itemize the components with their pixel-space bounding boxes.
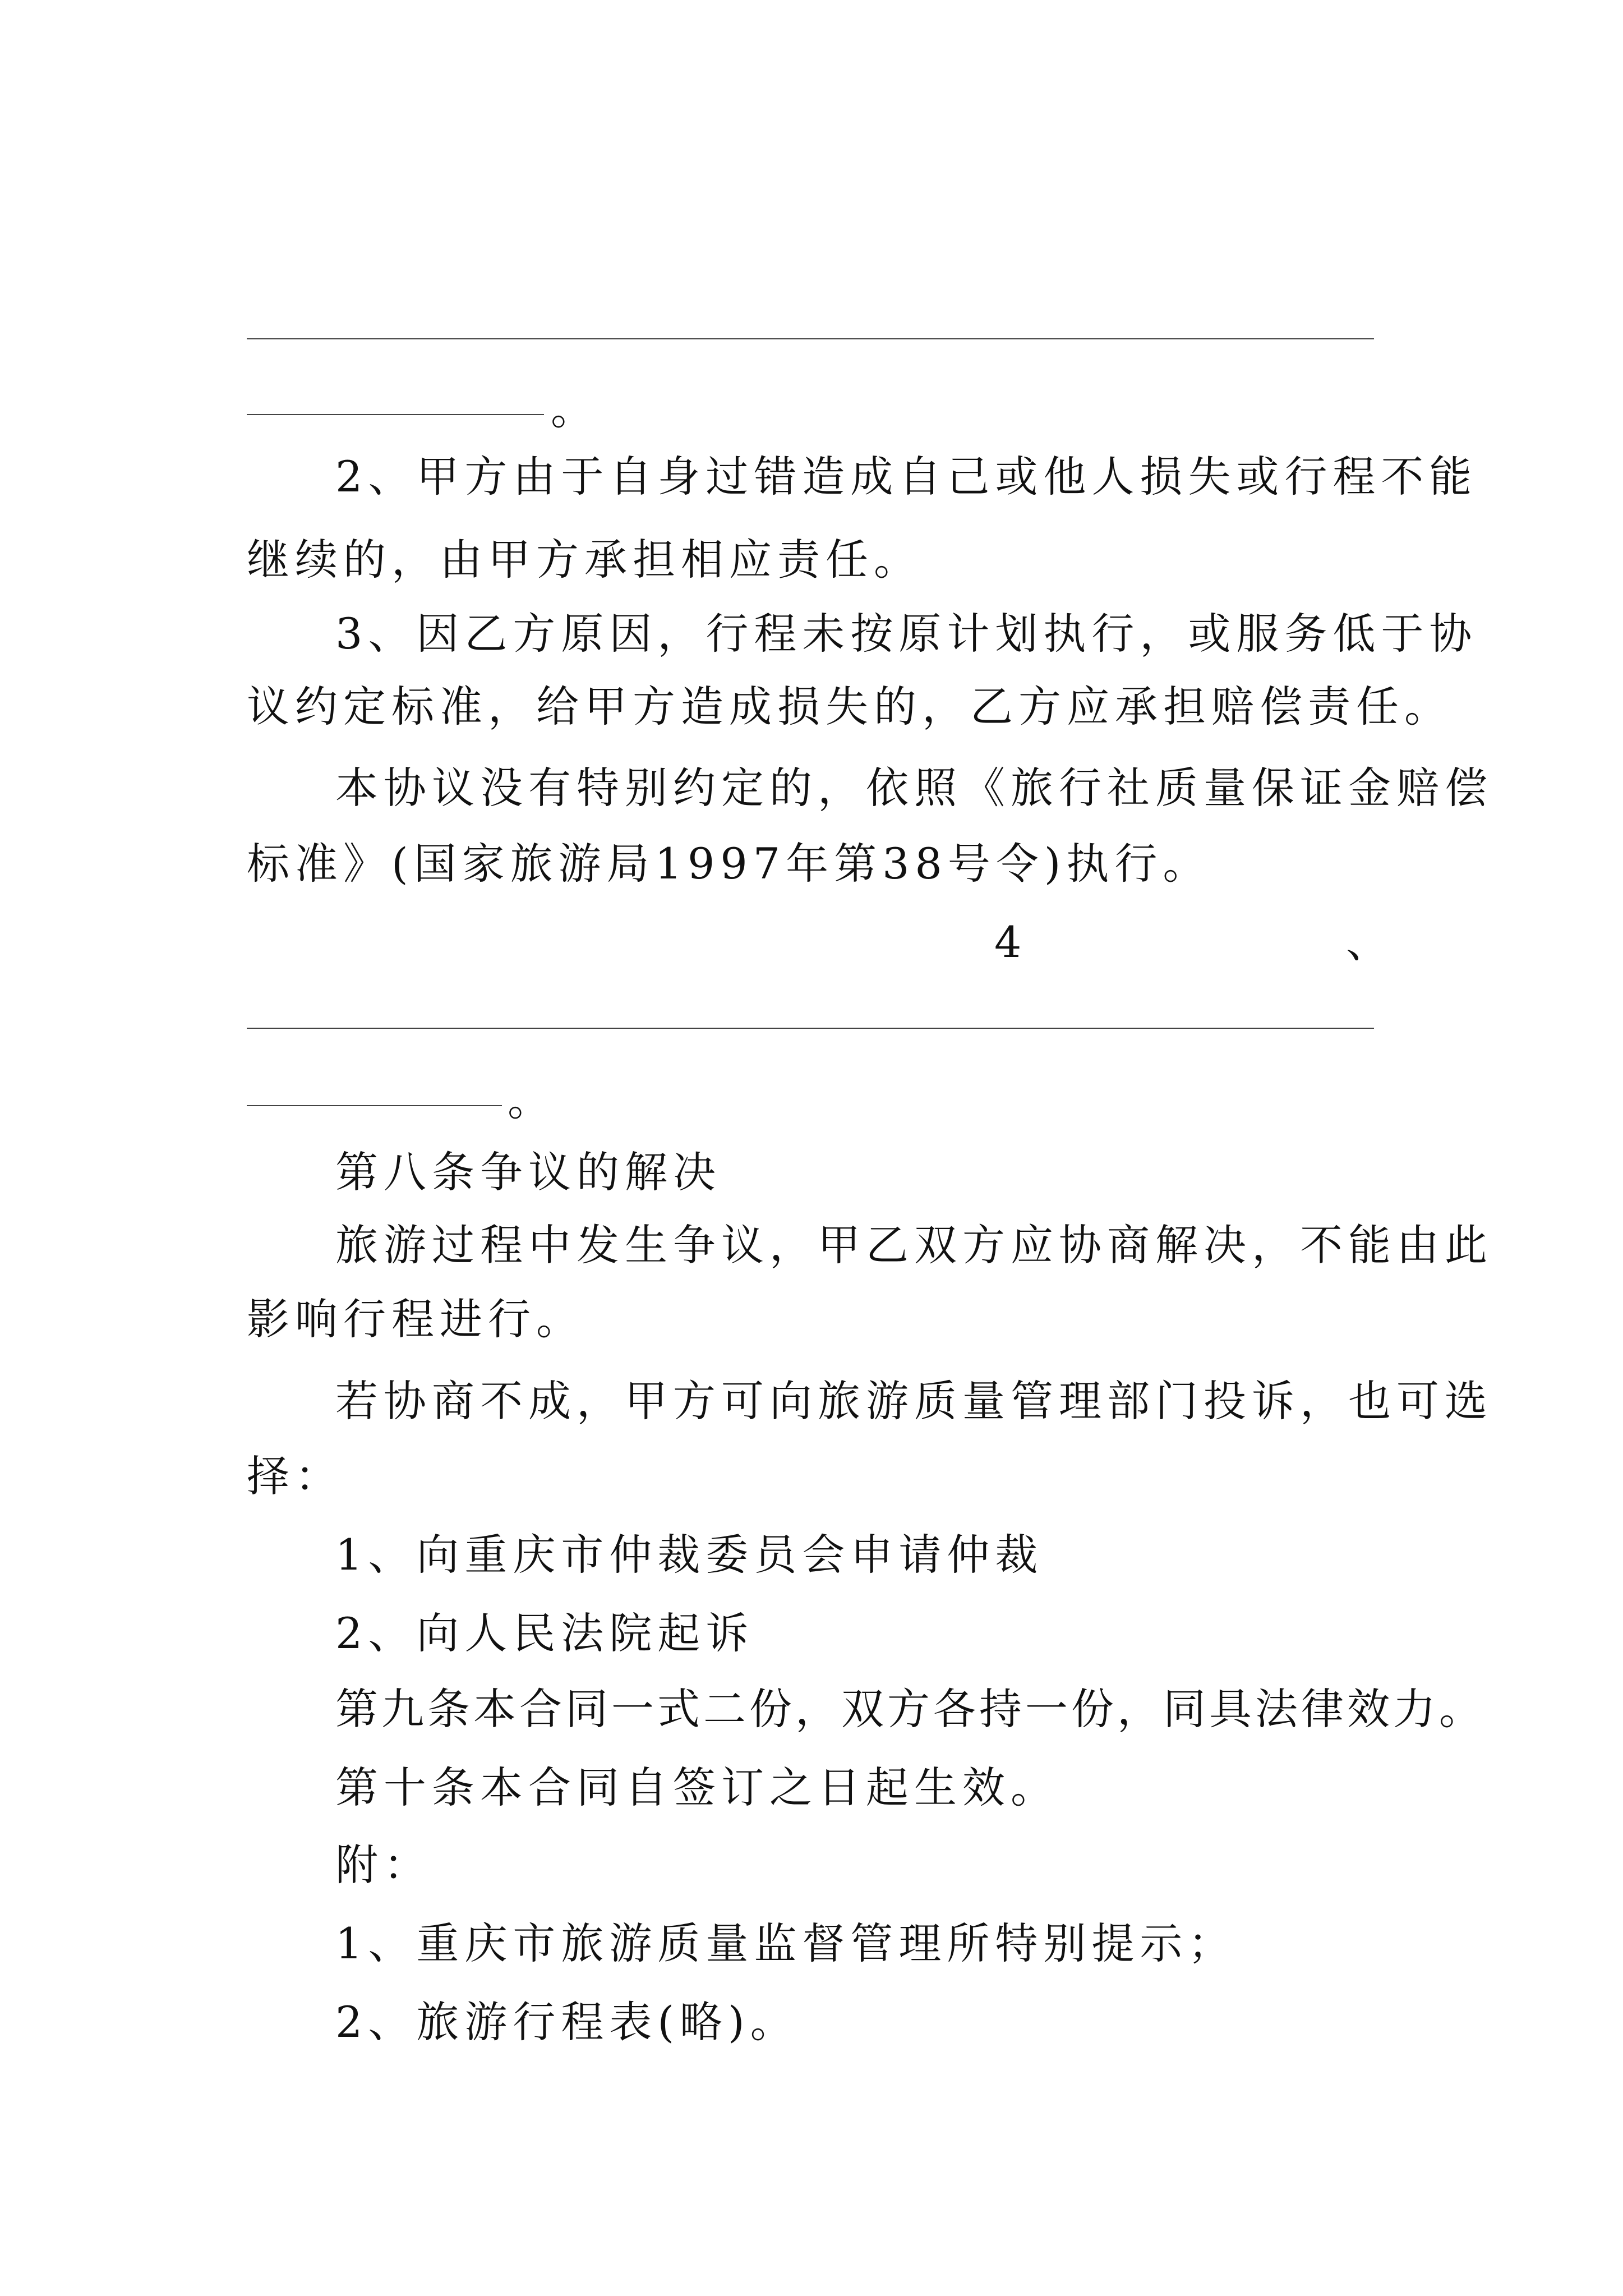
article-9: 第九条本合同一式二份，双方各持一份，同具法律效力。 (335, 1684, 1485, 1734)
blank-fill-line-short (247, 1105, 502, 1106)
complaint-line-1: 若协商不成，甲方可向旅游质量管理部门投诉，也可选 (335, 1376, 1493, 1426)
period-mark: 。 (551, 384, 593, 434)
blank-fill-line-short (247, 414, 544, 415)
option-2: 2、向人民法院起诉 (335, 1608, 754, 1658)
clause-2-line-2: 继续的，由甲方承担相应责任。 (247, 535, 922, 585)
attachment-2: 2、旅游行程表(略)。 (335, 1997, 799, 2047)
attachment-1: 1、重庆市旅游质量监督管理所特别提示； (335, 1918, 1237, 1968)
dispute-line-2: 影响行程进行。 (247, 1294, 584, 1344)
item-4-mark: 、 (1346, 917, 1389, 967)
article-10: 第十条本合同自签订之日起生效。 (335, 1763, 1059, 1812)
blank-fill-line (247, 338, 1374, 339)
period-mark: 。 (508, 1075, 550, 1125)
blank-fill-line (247, 1028, 1374, 1029)
complaint-line-2: 择： (247, 1451, 343, 1501)
attachment-label: 附： (335, 1840, 432, 1890)
dispute-line-1: 旅游过程中发生争议，甲乙双方应协商解决，不能由此 (335, 1220, 1493, 1270)
clause-2-line-1: 2、甲方由于自身过错造成自己或他人损失或行程不能 (335, 452, 1478, 501)
clause-3-line-1: 3、因乙方原因，行程未按原计划执行，或服务低于协 (335, 609, 1478, 659)
item-4-number: 4 (994, 917, 1022, 967)
reference-line-1: 本协议没有特别约定的，依照《旅行社质量保证金赔偿 (335, 763, 1493, 813)
option-1: 1、向重庆市仲裁委员会申请仲裁 (335, 1530, 1044, 1580)
article-8-title: 第八条争议的解决 (335, 1147, 721, 1197)
reference-line-2: 标准》(国家旅游局1997年第38号令)执行。 (247, 839, 1211, 889)
clause-3-line-2: 议约定标准，给甲方造成损失的，乙方应承担赔偿责任。 (247, 682, 1453, 731)
